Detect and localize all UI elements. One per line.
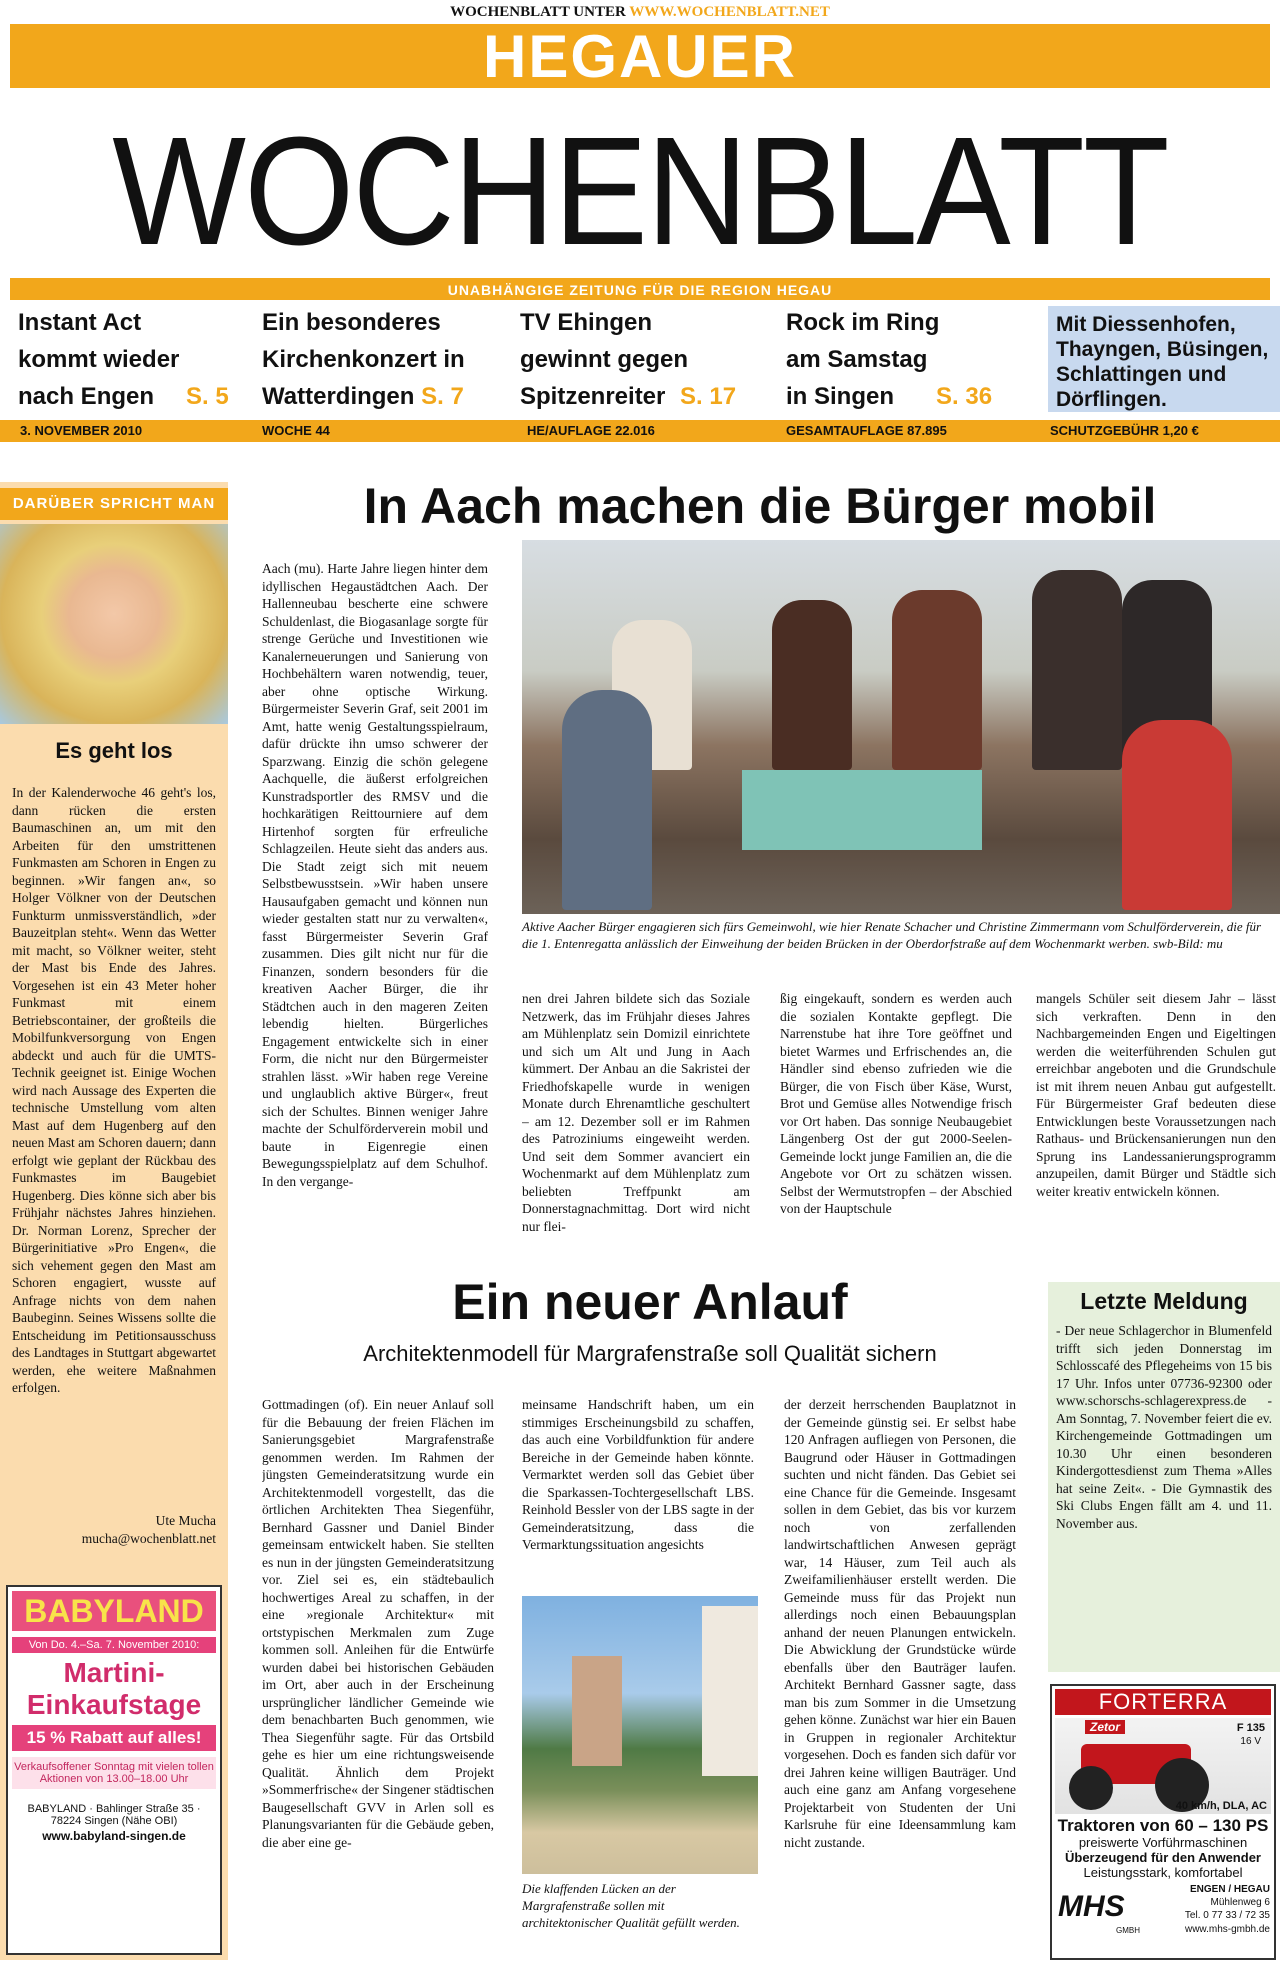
photo-figure bbox=[562, 690, 652, 910]
teaser-page: S. 36 bbox=[936, 383, 993, 410]
tractor-wheel bbox=[1069, 1766, 1113, 1810]
photo-figure bbox=[892, 590, 982, 770]
mhs-dealer bbox=[1052, 1884, 1274, 1942]
photo-house bbox=[702, 1606, 758, 1776]
letzte-meldung-title: Letzte Meldung bbox=[1080, 1288, 1248, 1314]
teaser-1[interactable] bbox=[18, 304, 238, 420]
teaser-line: in Singen bbox=[786, 383, 894, 410]
teaser-page: S. 5 bbox=[186, 383, 229, 410]
info-bar-text bbox=[0, 420, 1280, 442]
babyland-dates: Von Do. 4.–Sa. 7. November 2010: bbox=[12, 1637, 216, 1653]
article1-caption: Aktive Aacher Bürger engagieren sich fürs Gemeinwohl, wie hier Renate Schacher und Christine Zimmermann vom Schulförderverein, die für die 1. Entenregatta anlässlich der Einweihung der beiden Brücken in der Oberdorfstraße auf dem Wochenmarkt werben. swb-Bild: mu bbox=[522, 919, 1262, 951]
sidebar-text: In der Kalenderwoche 46 geht's los, dann rücken die ersten Baumaschinen an, um mit den Arbeiten für den umstrittenen Funkmasten am Schoren in Engen zu beginnen. »Wir fangen an«, so Holger Völkner von der Deutschen Funkturm unmissverständlich, »der Bauzeitplan steht«. Wenn das Wetter mit macht, so Völkner weiter, steht der Mast bis Ende des Jahres. Vorgesehen ist ein 43 Meter hoher Funkmast mit einem Betriebscontainer, der großteils die Mobilfunkversorgung von Engen abdeckt und auch für die UMTS-Technik geeignet ist. Einige Wochen wird nach Aussage des Experten die technische Umstellung vom alten Mast auf dem Hugenberg auf den neuen Mast am Schoren dauern; dann erfolgt wie geplant der Rückbau des Funkmastes im Baugebiet Hugenberg. Dies könne sich aber bis Frühjahr nächstes Jahres hinziehen. Dr. Norman Lorenz, Sprecher der Bürgerinitiative »Pro Engen«, die sich vehement gegen den Mast am Schoren engagiert, wusste auf Anfrage nichts von dem nahen Baubeginn. Seines Wissens sollte die Entscheidung im Petitionsausschuss des Landtages in Stuttgart abgewartet werden, ehe weitere Maßnahmen erfolgen. bbox=[12, 785, 216, 1395]
article2-col2: meinsame Handschrift haben, um ein stimmiges Erscheinungsbild zu schaffen, das auch eine Vorbildfunktion für andere Bereiche in der Gemeinde haben könnte. Vermarktet werden soll das Gebiet über die Sparkassen-Tochtergesellschaft LBS. Reinhold Bessler von der LBS sagte in der Gemeinderatsitzung, dass die Vermarktungssituation angesichts bbox=[522, 1397, 754, 1552]
article2-subheadline: Architektenmodell für Margrafenstraße soll Qualität sichern bbox=[363, 1341, 937, 1366]
article1-col1: Aach (mu). Harte Jahre liegen hinter dem idyllischen Hegaustädtchen Aach. Der Hallenneubau bescherte eine schwere Schuldenlast, die Biogasanlage sorgte für strenge Gerüche und Investitionen wie Kanalerneuerungen und Sanierung von Hochbehältern waren notwendig, teuer, aber ohne optische Wirkung. Bürgermeister Severin Graf, seit 2001 im Amt, hatte wenig Gestaltungsspielraum, dafür drückte ihn umso schwerer der Sparzwang. Einzig die schön gelegene Aachquelle, die äußerst erfolgreichen Kunstradsportler des RMSV und die hochkarätigen Reittourniere auf dem Hirtenhof sorgten für erfreuliche Schlagzeilen. Heute sieht das anders aus. Die Stadt zeigt sich mit neuem Selbstbewusstsein. »Wir haben unsere Hausaufgaben gemacht und können nun wieder gestalten statt nur zu verwalten«, fasst Bürgermeister Severin Graf zusammen. Dies gilt nicht nur für die Finanzen, sondern besonders für die kreativen Aacher Bürger, die ihr Städtchen auch in den mageren Zeiten lebendig hielten. Bürgerliches Engagement entwickelte sich in einer Form, die nicht nur den Bürgermeister strahlen lässt. »Wir haben rege Vereine und unglaublich aktive Bürger«, freut sich der Schultes. Binnen weniger Jahre machte der Schulförderverein mobil und baute in Eigenregie einen Bewegungsspielplatz auf dem Schulhof. In den vergange- bbox=[262, 561, 488, 1189]
zetor-logo: Zetor bbox=[1085, 1720, 1125, 1734]
teaser-page: S. 7 bbox=[421, 383, 464, 410]
mhs-street: Mühlenweg 6 bbox=[1210, 1897, 1270, 1908]
masthead-title-top: HEGAUER bbox=[482, 23, 798, 90]
author-email[interactable]: mucha@wochenblatt.net bbox=[81, 1531, 216, 1546]
issue-gesamtauflage: GESAMTAUFLAGE 87.895 bbox=[786, 423, 947, 438]
babyland-rabatt: 15 % Rabatt auf alles! bbox=[12, 1725, 216, 1751]
article1-headline: In Aach machen die Bürger mobil bbox=[363, 478, 1157, 534]
sidebar-author bbox=[12, 1512, 216, 1548]
babyland-ad[interactable] bbox=[6, 1585, 222, 1955]
teaser-page: S. 17 bbox=[680, 383, 737, 410]
forterra-line3: Überzeugend für den Anwender bbox=[1065, 1850, 1261, 1865]
babyland-sunday: Verkaufsoffener Sonntag mit vielen tollen Aktionen von 13.00–18.00 Uhr bbox=[12, 1757, 216, 1789]
mhs-region: ENGEN / HEGAU bbox=[1189, 1884, 1270, 1895]
article2-col1: Gottmadingen (of). Ein neuer Anlauf soll für die Bebauung der freien Flächen im Sanierungsgebiet Margrafenstraße genommen werden. Im Rahmen der jüngsten Gemeinderatsitzung wurde ein Architektenmodell vorgestellt, das die örtlichen Architekten Thea Siegenführ, Bernhard Gassner und Daniel Binder gemeinsam entwickelt haben. Sie stellten es nun in der jüngsten Gemeinderatsitzung vor. Ziel sei es, ein städtebaulich hochwertiges Areal zu schaffen, in der eine »regionale Architektur« mit ortstypischen Merkmalen zum Zuge kommen soll. Anleihen für die Entwürfe wurden dabei bei historischen Gebäuden im Ort, aber auch in der Erscheinung ursprünglicher ländlicher Gemeinde wie dem benachbarten Buch genommen, wie Thea Siegenführ sagte. Für das Ortsbild gehe es hier um eine richtungsweisende Qualität. Ähnlich dem Projekt »Sommerfrische« der Singener städtischen Baugesellschaft GVV in Arlen soll es Planungsvarianten für die Gebäude geben, die aber eine ge- bbox=[262, 1397, 494, 1850]
masthead-topline bbox=[0, 0, 1280, 24]
mhs-sub: GMBH bbox=[1116, 1926, 1140, 1935]
teaser-line: Instant Act bbox=[18, 309, 142, 336]
masthead-title-main: WOCHENBLATT bbox=[112, 105, 1168, 277]
forterra-ad[interactable] bbox=[1050, 1684, 1276, 1960]
tractor-image bbox=[1055, 1718, 1271, 1814]
article2-photo bbox=[522, 1596, 758, 1874]
article1-col2: nen drei Jahren bildete sich das Soziale Netzwerk, das im Frühjahr dieses Jahres am Mühlenplatz sein Domizil einrichtete und sich um Alt und Jung in Aach kümmert. Der Anbau an die Sakristei der Friedhofskapelle wurde in wenigen Monate durch Ehrenamtliche geschultert – am 12. Dezember soll er im Rahmen des Patroziniums eingeweiht werden. Und seit dem Sommer avanciert ein Wochenmarkt auf dem Mühlenplatz zum beliebten Treffpunkt am Donnerstagnachmittag. Dort wird nicht nur flei- bbox=[522, 991, 750, 1234]
photo-figure bbox=[1032, 570, 1122, 770]
article2-col3: der derzeit herrschenden Bauplatznot in der Gemeinde günstig sei. Er selbst habe 120 Anfragen aufliegen von Personen, die Baugrund oder Häuser in Gottmadingen suchten und nicht fänden. Das Gebiet sei eine Chance für die Gemeinde. Insgesamt sollen in dem Gebiet, das bis vor kurzem noch von zerfallenden landwirtschaftlichen Anwesen geprägt war, 14 Häuser, zum Teil auch als Zweifamilienhäuser erstellt werden. Die Gemeinde muss für das Projekt nun allerdings noch einen Bebauungsplan anhand der neuen Planungen entwickeln. Die Abwicklung der Grundstücke würde ebenfalls über den Bauträger laufen. Architekt Bernhard Gassner sagte, dass man bis zum Sommer in die Umsetzung gehen könne. Zunächst war hier ein Bauen in Gruppen in regionaler Architektur vorgesehen. Doch es fanden sich dafür vor drei Jahren keine willigen Bauträger. Und auch eine ganz am Anfang vorgesehene Projektarbeit von Studenten der Uni Karlsruhe für eine Ideensammlung kam nicht zustande. bbox=[784, 1397, 1016, 1850]
letzte-meldung-text: - Der neue Schlagerchor in Blumenfeld trifft sich jeden Donnerstag im Schlosscafé des Pflegeheims von 15 bis 17 Uhr. Infos unter 07736-92300 oder www.schorschs-schlagerexpress.de - Am Sonntag, 7. November feiert die ev. Kirchengemeinde Gottmadingen um 10.30 Uhr einen besonderen Kindergottesdienst zum Thema »Alles hat seine Zeit«. - Die Gymnastik des Ski Clubs Engen fällt am 4. und 11. November aus. bbox=[1056, 1323, 1272, 1531]
article1-col4: mangels Schüler seit diesem Jahr – lässt sich verkraften. Denn in den Nachbargemeinden Engen und Eigeltingen werden die weiterführenden Schulen gut erreichbar angeboten und die Grundschule ist mit ihrem neuen Anbau gut aufgestellt. Für Bürgermeister Graf bedeuten diese Entwicklungen beste Voraussetzungen nach Rathaus- und Brückensanierungen nun den Sprung ins Landessanierungsprogramm anzupeilen, damit Bürger und Städtle sich weiter kreativ entwickeln können. bbox=[1036, 991, 1276, 1199]
teaser-line: gewinnt gegen bbox=[520, 346, 688, 373]
teaser-line: Spitzenreiter bbox=[520, 383, 666, 410]
issue-date: 3. NOVEMBER 2010 bbox=[20, 423, 143, 438]
teaser-line: Ein besonderes bbox=[262, 309, 441, 336]
teaser-region: Mit Diessenhofen, Thayngen, Büsingen, Schlattingen und Dörflingen. bbox=[1048, 306, 1280, 412]
babyland-title: Martini-Einkaufstage bbox=[26, 1657, 202, 1720]
author-name: Ute Mucha bbox=[155, 1513, 216, 1528]
babyland-web[interactable]: www.babyland-singen.de bbox=[42, 1829, 186, 1843]
sidebar-title: Es geht los bbox=[55, 738, 173, 763]
forterra-logo: FORTERRA bbox=[1055, 1689, 1271, 1715]
photo-figure bbox=[772, 600, 852, 770]
mhs-logo: MHS bbox=[1058, 1890, 1125, 1923]
issue-fee: SCHUTZGEBÜHR 1,20 € bbox=[1050, 423, 1199, 438]
issue-auflage: HE/AUFLAGE 22.016 bbox=[527, 423, 655, 438]
mhs-phone: Tel. 0 77 33 / 72 35 bbox=[1184, 1910, 1270, 1921]
photo-table bbox=[742, 770, 982, 850]
mhs-web[interactable]: www.mhs-gmbh.de bbox=[1184, 1924, 1270, 1935]
teaser-line: kommt wieder bbox=[18, 346, 180, 373]
babyland-logo: BABYLAND bbox=[12, 1591, 216, 1631]
sidebar-header: DARÜBER SPRICHT MAN bbox=[0, 488, 228, 520]
topline-prefix: WOCHENBLATT UNTER bbox=[450, 4, 626, 20]
portrait-photo bbox=[0, 524, 228, 724]
article1-col3: ßig eingekauft, sondern es werden auch die sozialen Kontakte gepflegt. Die Narrenstube hat ihre Tore geöffnet und bietet Warmes und Erfrischendes an, die Händler sind ebenso zufrieden wie die Bürger, die von Fisch über Käse, Wurst, Brot und Gemüse alles Notwendige frisch vor Ort haben. Das sonnige Neubaugebiet Längenberg Ost der gut 2000-Seelen-Gemeinde lockt junge Familien an, die die Angebote vor Ort zu schätzen wissen. Selbst der Wermutstropfen – der Abschied von der Hauptschule bbox=[780, 991, 1012, 1216]
issue-week: WOCHE 44 bbox=[262, 423, 330, 438]
teaser-line: am Samstag bbox=[786, 346, 928, 373]
topline-url[interactable]: WWW.WOCHENBLATT.NET bbox=[629, 4, 830, 20]
babyland-address: BABYLAND · Bahlinger Straße 35 · 78224 Singen (Nähe OBI) bbox=[27, 1803, 201, 1827]
forterra-line1: Traktoren von 60 – 130 PS bbox=[1057, 1816, 1269, 1835]
teaser-3[interactable] bbox=[520, 304, 760, 420]
article1-photo bbox=[522, 540, 1280, 914]
teaser-line: Rock im Ring bbox=[786, 309, 940, 336]
photo-figure bbox=[1122, 720, 1232, 910]
tractor-model: F 135 bbox=[1236, 1722, 1265, 1734]
teaser-2[interactable] bbox=[262, 304, 502, 420]
photo-house bbox=[572, 1656, 622, 1766]
article2-caption: Die klaffenden Lücken an der Margrafenstraße sollen mit architektonischer Qualität gefüllt werden. bbox=[522, 1881, 740, 1930]
masthead-subtitle: UNABHÄNGIGE ZEITUNG FÜR DIE REGION HEGAU bbox=[447, 282, 833, 298]
forterra-line4: Leistungsstark, komfortabel bbox=[1083, 1865, 1243, 1880]
tractor-model-sub: 16 V bbox=[1240, 1736, 1261, 1747]
teaser-line: Watterdingen bbox=[262, 383, 415, 410]
forterra-line2: preiswerte Vorführmaschinen bbox=[1078, 1835, 1248, 1850]
article2-headline: Ein neuer Anlauf bbox=[452, 1274, 848, 1330]
teaser-4[interactable] bbox=[786, 304, 1026, 420]
teaser-line: TV Ehingen bbox=[520, 309, 652, 336]
tractor-specs: 40 km/h, DLA, AC bbox=[1175, 1800, 1267, 1812]
teaser-line: nach Engen bbox=[18, 383, 155, 410]
teaser-line: Kirchenkonzert in bbox=[262, 346, 465, 373]
